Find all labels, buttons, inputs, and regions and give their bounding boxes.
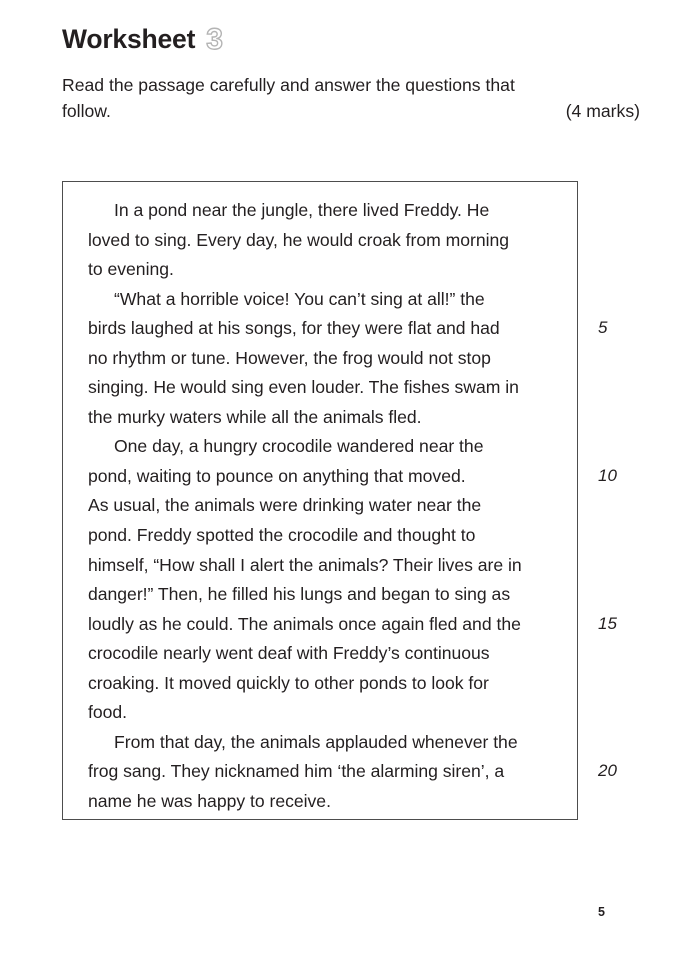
- passage-line: no rhythm or tune. However, the frog would not stop: [88, 347, 491, 368]
- instruction-line-1: Read the passage carefully and answer the questions that: [62, 75, 515, 95]
- passage-line: to evening.: [88, 259, 174, 280]
- passage-line: loudly as he could. The animals once again fled and the: [88, 613, 521, 634]
- worksheet-header: [62, 24, 640, 124]
- passage-line: singing. He would sing even louder. The fishes swam in: [88, 377, 519, 398]
- line-number-gutter: [598, 181, 644, 820]
- marks-label: (4 marks): [565, 100, 640, 121]
- line-number: 10: [598, 465, 617, 485]
- passage-line: “What a horrible voice! You can’t sing at all!” the: [114, 288, 485, 309]
- passage-box: [62, 181, 578, 820]
- passage-line: danger!” Then, he filled his lungs and began to sing as: [88, 584, 511, 605]
- passage-line: birds laughed at his songs, for they were flat and had: [88, 318, 500, 339]
- passage-line: the murky waters while all the animals fled.: [88, 406, 422, 427]
- instruction-line-2: follow.: [62, 100, 111, 121]
- line-number: 20: [598, 761, 617, 781]
- passage-line: himself, “How shall I alert the animals? Their lives are in: [88, 554, 522, 575]
- worksheet-number-outline: 3: [206, 23, 223, 56]
- passage-line: frog sang. They nicknamed him ‘the alarming siren’, a: [88, 761, 505, 782]
- passage-text: [88, 196, 560, 816]
- passage-line: From that day, the animals applauded whenever the: [114, 731, 518, 752]
- passage-line: pond. Freddy spotted the crocodile and thought to: [88, 525, 476, 546]
- line-number: 5: [598, 318, 608, 338]
- instruction-text: [62, 73, 640, 124]
- passage-line: crocodile nearly went deaf with Freddy’s continuous: [88, 643, 490, 664]
- passage-line: name he was happy to receive.: [88, 790, 331, 811]
- instruction-line-2-row: [62, 99, 640, 125]
- passage-line: In a pond near the jungle, there lived Freddy. He: [114, 200, 490, 220]
- worksheet-title-text: Worksheet: [62, 24, 196, 54]
- passage-line: pond, waiting to pounce on anything that moved.: [88, 465, 466, 486]
- passage-line: As usual, the animals were drinking water near the: [88, 495, 482, 516]
- passage-line: One day, a hungry crocodile wandered near the: [114, 436, 484, 457]
- page-number: 5: [598, 905, 605, 919]
- page-title: [62, 24, 640, 64]
- line-number: 15: [598, 613, 617, 633]
- passage-line: food.: [88, 702, 128, 723]
- passage-line: croaking. It moved quickly to other ponds to look for: [88, 672, 489, 693]
- passage-line: loved to sing. Every day, he would croak from morning: [88, 229, 510, 250]
